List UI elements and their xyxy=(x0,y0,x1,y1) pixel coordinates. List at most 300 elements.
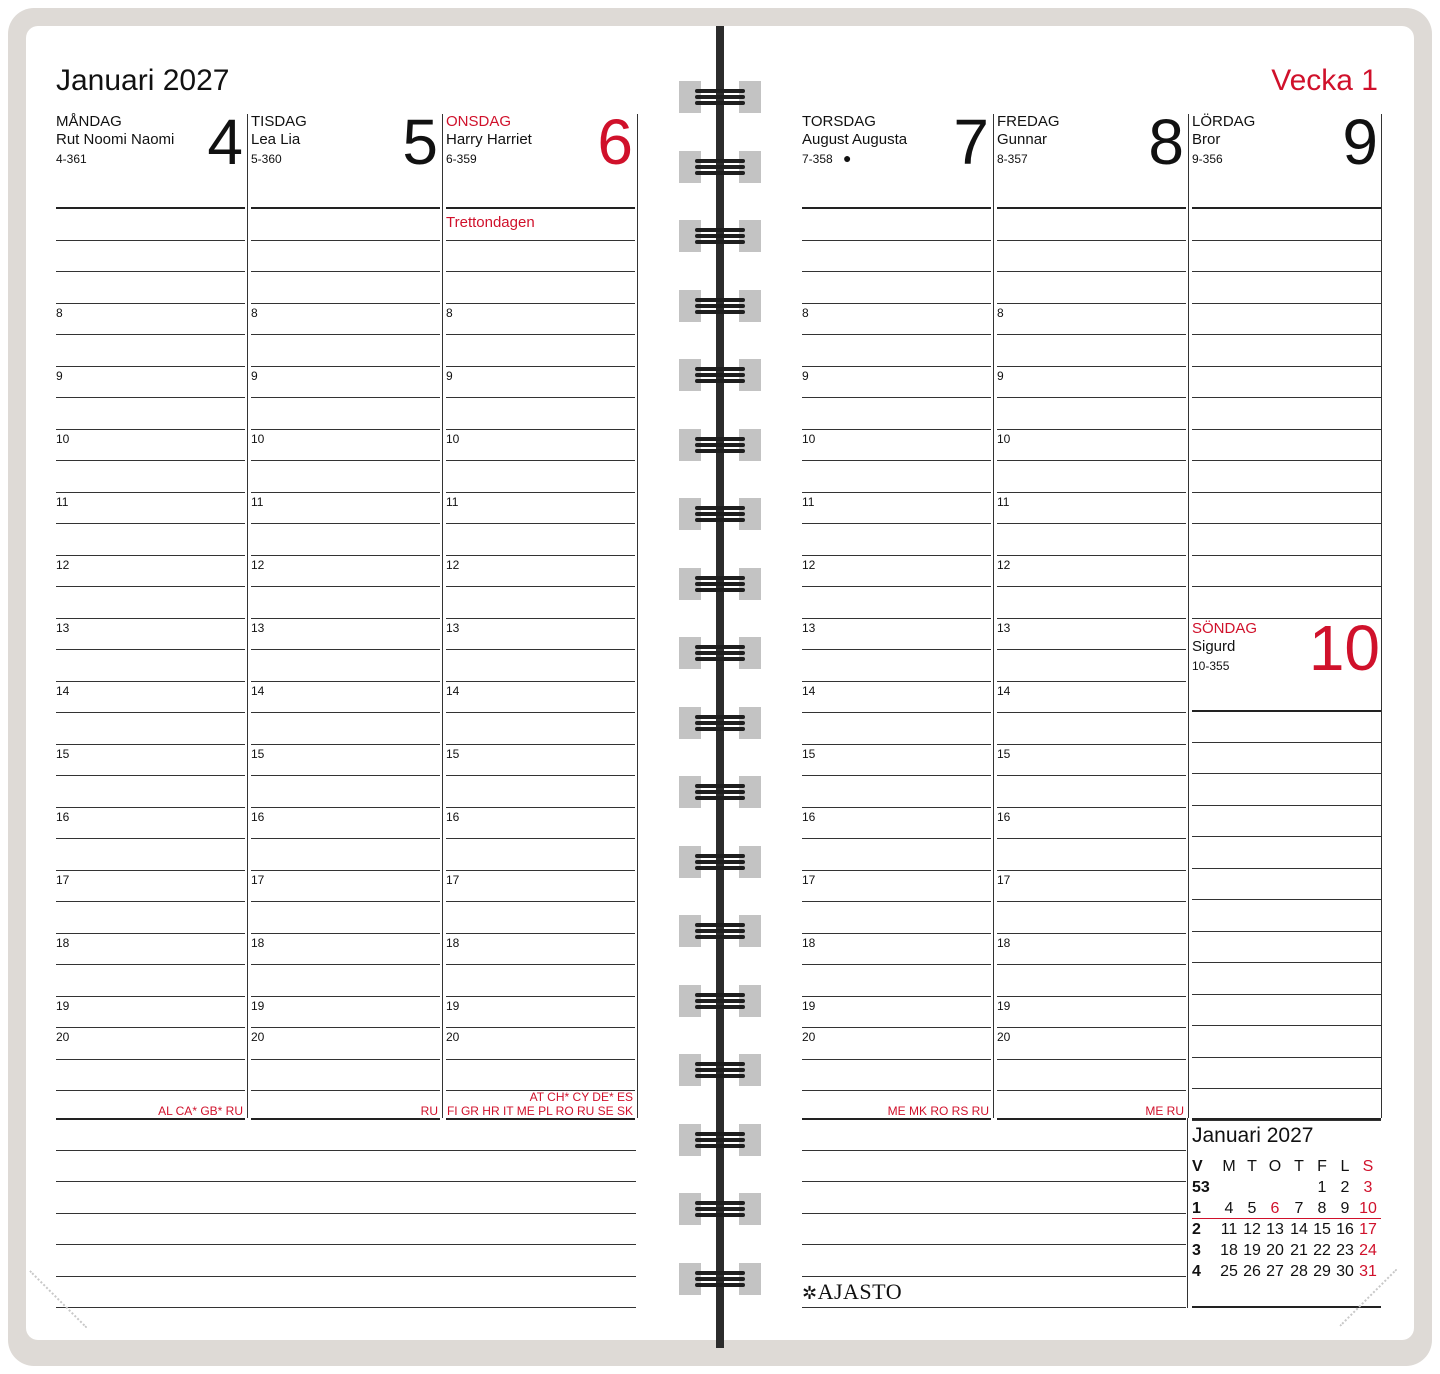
mini-calendar-day: 7 xyxy=(1294,1200,1304,1217)
hour-label: 16 xyxy=(446,809,460,824)
hour-line xyxy=(802,649,991,650)
column-divider xyxy=(247,114,248,1118)
mini-calendar-day: 5 xyxy=(1247,1200,1257,1217)
country-codes: ME MK RO RS RU xyxy=(887,1104,989,1118)
ring-wire xyxy=(695,993,745,997)
ring-wire xyxy=(695,1068,745,1072)
hour-line xyxy=(56,523,245,524)
ring-wire xyxy=(695,1138,745,1142)
hour-label: 18 xyxy=(802,935,816,950)
ring-wire xyxy=(695,721,745,725)
hour-label: 9 xyxy=(251,368,258,383)
page-right-edge xyxy=(1381,114,1382,1118)
mini-calendar-day: 30 xyxy=(1336,1263,1354,1280)
mini-calendar-week: 3 xyxy=(1192,1242,1201,1259)
hour-line xyxy=(251,807,440,808)
mini-calendar-header: M xyxy=(1222,1158,1236,1175)
day-bottom-line xyxy=(446,1118,635,1120)
mini-calendar-day: 20 xyxy=(1266,1242,1284,1259)
hour-line xyxy=(251,1059,440,1060)
hour-label: 11 xyxy=(446,494,459,509)
notes-line xyxy=(802,1213,1186,1214)
spiral-ring xyxy=(679,81,761,113)
hour-line xyxy=(1192,366,1381,367)
notes-line xyxy=(802,1150,1186,1151)
hour-line xyxy=(56,555,245,556)
hour-line xyxy=(997,964,1186,965)
moon-phase-icon: ● xyxy=(843,150,852,166)
notes-line xyxy=(802,1181,1186,1182)
hour-label: 14 xyxy=(802,683,816,698)
mini-calendar-day: 11 xyxy=(1220,1221,1238,1238)
ring-wire xyxy=(695,171,745,175)
mini-calendar-week: 4 xyxy=(1192,1263,1201,1280)
hour-label: 13 xyxy=(251,620,265,635)
hour-line xyxy=(997,492,1186,493)
hour-line xyxy=(446,870,635,871)
notes-divider xyxy=(1187,1118,1188,1308)
hour-line xyxy=(446,492,635,493)
ring-wire xyxy=(695,588,745,592)
hour-line xyxy=(56,933,245,934)
hour-line xyxy=(56,996,245,997)
hour-line xyxy=(251,460,440,461)
mini-calendar-day: 8 xyxy=(1317,1200,1327,1217)
hour-line xyxy=(997,618,1186,619)
hour-line xyxy=(56,838,245,839)
day-header-line xyxy=(56,207,245,209)
hour-label: 12 xyxy=(997,557,1011,572)
hour-label: 20 xyxy=(997,1030,1011,1044)
mini-calendar-header: T xyxy=(1294,1158,1304,1175)
ring-wire xyxy=(695,379,745,383)
mini-calendar-header: O xyxy=(1268,1158,1282,1175)
hour-line xyxy=(1192,1088,1381,1089)
spiral-ring xyxy=(679,1054,761,1086)
ring-wire xyxy=(695,234,745,238)
hour-line xyxy=(1192,1057,1381,1058)
hour-line xyxy=(251,271,440,272)
hour-line xyxy=(1192,868,1381,869)
hour-line xyxy=(446,649,635,650)
hour-line xyxy=(56,712,245,713)
mini-calendar-day: 19 xyxy=(1243,1242,1261,1259)
hour-line xyxy=(997,933,1186,934)
mini-calendar-day: 2 xyxy=(1340,1179,1350,1196)
ring-wire xyxy=(695,582,745,586)
hour-label: 19 xyxy=(56,998,70,1013)
ring-wire xyxy=(695,1132,745,1136)
mini-calendar-title: Januari 2027 xyxy=(1192,1124,1314,1147)
hour-line xyxy=(56,240,245,241)
name-day-sunday: Sigurd xyxy=(1192,638,1236,655)
ring-wire xyxy=(695,935,745,939)
hour-label: 15 xyxy=(802,746,816,761)
spiral-ring xyxy=(679,985,761,1017)
hour-line xyxy=(56,744,245,745)
hour-line xyxy=(802,492,991,493)
mini-calendar-day: 21 xyxy=(1290,1242,1308,1259)
hour-line xyxy=(997,523,1186,524)
hour-label: 20 xyxy=(56,1030,70,1044)
name-day: August Augusta xyxy=(802,131,908,148)
hour-label: 15 xyxy=(251,746,265,761)
ring-wire xyxy=(695,929,745,933)
hour-label: 15 xyxy=(56,746,70,761)
mini-calendar-bottom xyxy=(1192,1306,1381,1308)
ring-wire xyxy=(695,1213,745,1217)
ring-wire xyxy=(695,645,745,649)
mini-calendar-week: 1 xyxy=(1192,1200,1201,1217)
hour-line xyxy=(56,649,245,650)
day-name: FREDAG xyxy=(997,113,1060,130)
ring-wire xyxy=(695,240,745,244)
hour-line xyxy=(446,555,635,556)
ring-wire xyxy=(695,1144,745,1148)
ring-wire xyxy=(695,576,745,580)
sunday-header-line xyxy=(1192,710,1381,712)
hour-line xyxy=(446,901,635,902)
hour-line xyxy=(251,933,440,934)
name-day: Rut Noomi Naomi xyxy=(56,131,175,148)
hour-label: 9 xyxy=(56,368,63,383)
ring-wire xyxy=(695,923,745,927)
hour-line xyxy=(56,334,245,335)
hour-line xyxy=(446,744,635,745)
hour-label: 16 xyxy=(997,809,1011,824)
notes-line xyxy=(56,1213,636,1214)
ring-wire xyxy=(695,1062,745,1066)
ring-wire xyxy=(695,651,745,655)
hour-line xyxy=(997,460,1186,461)
spiral-ring xyxy=(679,290,761,322)
hour-label: 17 xyxy=(446,872,460,887)
hour-label: 11 xyxy=(802,494,815,509)
brand-logo xyxy=(802,1280,902,1305)
mini-calendar-header: T xyxy=(1247,1158,1257,1175)
ring-wire xyxy=(695,304,745,308)
hour-line xyxy=(1192,303,1381,304)
hour-line xyxy=(802,303,991,304)
day-number: 9 xyxy=(1342,106,1378,178)
hour-label: 14 xyxy=(251,683,265,698)
hour-line xyxy=(802,397,991,398)
ring-wire xyxy=(695,796,745,800)
hour-line xyxy=(446,712,635,713)
hour-line xyxy=(997,271,1186,272)
hour-line xyxy=(802,240,991,241)
day-bottom-line xyxy=(1192,1118,1381,1120)
hour-line xyxy=(1192,899,1381,900)
hour-line xyxy=(1192,334,1381,335)
column-divider xyxy=(993,114,994,1118)
hour-line xyxy=(446,303,635,304)
hour-line xyxy=(56,1027,245,1028)
mini-calendar-day: 26 xyxy=(1243,1263,1261,1280)
ring-wire xyxy=(695,1283,745,1287)
hour-line xyxy=(251,492,440,493)
hour-line xyxy=(802,271,991,272)
ring-wire xyxy=(695,310,745,314)
hour-line xyxy=(997,397,1186,398)
mini-calendar-day: 3 xyxy=(1363,1179,1373,1196)
hour-line xyxy=(251,523,440,524)
spiral-ring xyxy=(679,498,761,530)
hour-label: 14 xyxy=(997,683,1011,698)
hour-line xyxy=(997,744,1186,745)
hour-label: 11 xyxy=(56,494,69,509)
hour-line xyxy=(446,838,635,839)
hour-line xyxy=(1192,773,1381,774)
week-title: Vecka 1 xyxy=(1271,64,1378,97)
hour-line xyxy=(802,429,991,430)
mini-calendar-day: 29 xyxy=(1313,1263,1331,1280)
hour-line xyxy=(1192,994,1381,995)
mini-calendar-day: 12 xyxy=(1243,1221,1261,1238)
mini-calendar-day: 23 xyxy=(1336,1242,1354,1259)
hour-label: 13 xyxy=(997,620,1011,635)
day-header-line xyxy=(802,207,991,209)
hour-label: 15 xyxy=(446,746,460,761)
hour-label: 9 xyxy=(446,368,453,383)
hour-line xyxy=(1192,271,1381,272)
hour-line xyxy=(446,240,635,241)
day-name: MÅNDAG xyxy=(56,113,122,130)
hour-label: 20 xyxy=(446,1030,460,1044)
spiral-ring xyxy=(679,151,761,183)
hour-line xyxy=(1192,962,1381,963)
hour-label: 16 xyxy=(802,809,816,824)
hour-line xyxy=(251,586,440,587)
ring-wire xyxy=(695,1277,745,1281)
hour-line xyxy=(997,996,1186,997)
ring-wire xyxy=(695,727,745,731)
hour-line xyxy=(446,775,635,776)
spiral-ring xyxy=(679,1193,761,1225)
hour-label: 19 xyxy=(802,998,816,1013)
hour-line xyxy=(997,1090,1186,1091)
hour-line xyxy=(997,775,1186,776)
hour-line xyxy=(56,901,245,902)
hour-line xyxy=(56,807,245,808)
hour-label: 16 xyxy=(251,809,265,824)
column-divider xyxy=(1188,114,1189,1118)
country-codes: RU xyxy=(420,1104,438,1118)
day-number: 4 xyxy=(207,106,243,178)
spiral-ring xyxy=(679,568,761,600)
hour-line xyxy=(997,681,1186,682)
day-header-line xyxy=(446,207,635,209)
hour-line xyxy=(251,712,440,713)
mini-calendar-day: 13 xyxy=(1266,1221,1284,1238)
country-codes: AT CH* CY DE* ES xyxy=(529,1090,633,1104)
hour-line xyxy=(56,492,245,493)
notes-line xyxy=(56,1150,636,1151)
ring-wire xyxy=(695,715,745,719)
ring-wire xyxy=(695,165,745,169)
hour-label: 14 xyxy=(56,683,70,698)
day-code: 5-360 xyxy=(251,152,282,166)
day-code: 6-359 xyxy=(446,152,477,166)
hour-line xyxy=(251,618,440,619)
hour-line xyxy=(997,334,1186,335)
ring-wire xyxy=(695,790,745,794)
spiral-ring xyxy=(679,359,761,391)
day-name: TORSDAG xyxy=(802,113,876,130)
notes-line xyxy=(56,1307,636,1308)
hour-line xyxy=(802,964,991,965)
hour-label: 14 xyxy=(446,683,460,698)
hour-label: 8 xyxy=(997,305,1004,320)
spiral-ring xyxy=(679,429,761,461)
hour-label: 18 xyxy=(251,935,265,950)
hour-line xyxy=(802,838,991,839)
spiral-ring xyxy=(679,637,761,669)
hour-label: 17 xyxy=(251,872,265,887)
hour-label: 8 xyxy=(251,305,258,320)
notes-line xyxy=(802,1244,1186,1245)
hour-line xyxy=(997,649,1186,650)
hour-label: 13 xyxy=(446,620,460,635)
hour-line xyxy=(1192,1025,1381,1026)
hour-line xyxy=(997,240,1186,241)
spiral-ring xyxy=(679,220,761,252)
hour-line xyxy=(802,366,991,367)
country-codes: ME RU xyxy=(1145,1104,1184,1118)
mini-calendar-day: 4 xyxy=(1224,1200,1234,1217)
hour-line xyxy=(446,271,635,272)
spiral-ring xyxy=(679,776,761,808)
hour-line xyxy=(1192,1120,1381,1121)
day-bottom-line xyxy=(251,1118,440,1120)
notes-line xyxy=(802,1276,1186,1277)
ring-wire xyxy=(695,1207,745,1211)
ring-wire xyxy=(695,657,745,661)
hour-line xyxy=(251,838,440,839)
day-bottom-line xyxy=(56,1118,245,1120)
name-day: Lea Lia xyxy=(251,131,301,148)
ring-wire xyxy=(695,228,745,232)
mini-calendar-day: 17 xyxy=(1359,1221,1377,1238)
hour-line xyxy=(802,1059,991,1060)
ring-wire xyxy=(695,101,745,105)
hour-line xyxy=(251,744,440,745)
ring-wire xyxy=(695,854,745,858)
mini-calendar-day: 16 xyxy=(1336,1221,1354,1238)
hour-line xyxy=(56,1059,245,1060)
hour-line xyxy=(1192,523,1381,524)
hour-line xyxy=(446,460,635,461)
mini-calendar-header: F xyxy=(1317,1158,1327,1175)
hour-line xyxy=(251,870,440,871)
hour-label: 12 xyxy=(802,557,816,572)
hour-line xyxy=(802,523,991,524)
mini-calendar-week: 2 xyxy=(1192,1221,1201,1238)
hour-line xyxy=(446,586,635,587)
hour-label: 8 xyxy=(446,305,453,320)
hour-line xyxy=(1192,586,1381,587)
mini-calendar-day: 6 xyxy=(1270,1200,1280,1217)
hour-line xyxy=(251,303,440,304)
spiral-ring xyxy=(679,846,761,878)
day-number: 7 xyxy=(953,106,989,178)
hour-line xyxy=(251,996,440,997)
hour-line xyxy=(1192,805,1381,806)
hour-line xyxy=(997,870,1186,871)
brand-logo-text: AJASTO xyxy=(817,1279,903,1304)
hour-line xyxy=(802,334,991,335)
notes-line xyxy=(56,1276,636,1277)
day-bottom-line xyxy=(997,1118,1186,1120)
hour-line xyxy=(251,397,440,398)
country-codes: AL CA* GB* RU xyxy=(158,1104,243,1118)
day-number: 5 xyxy=(402,106,438,178)
hour-label: 11 xyxy=(251,494,264,509)
hour-line xyxy=(802,744,991,745)
name-day: Harry Harriet xyxy=(446,131,532,148)
notes-line xyxy=(802,1307,1186,1308)
mini-calendar-header: V xyxy=(1192,1158,1203,1175)
ring-wire xyxy=(695,373,745,377)
hour-label: 18 xyxy=(56,935,70,950)
hour-line xyxy=(446,397,635,398)
hour-line xyxy=(251,901,440,902)
mini-calendar-day: 9 xyxy=(1340,1200,1350,1217)
hour-line xyxy=(1192,492,1381,493)
day-bottom-line xyxy=(802,1118,991,1120)
ring-wire xyxy=(695,159,745,163)
hour-line xyxy=(56,775,245,776)
ring-wire xyxy=(695,367,745,371)
hour-label: 19 xyxy=(997,998,1011,1013)
hour-label: 10 xyxy=(56,431,70,446)
hour-label: 8 xyxy=(802,305,809,320)
mini-calendar-header: L xyxy=(1340,1158,1350,1175)
hour-line xyxy=(1192,397,1381,398)
holiday-label: Trettondagen xyxy=(446,214,535,231)
notes-line xyxy=(56,1244,636,1245)
hour-line xyxy=(1192,836,1381,837)
ring-wire xyxy=(695,443,745,447)
hour-label: 10 xyxy=(802,431,816,446)
hour-line xyxy=(997,366,1186,367)
hour-label: 11 xyxy=(997,494,1010,509)
hour-line xyxy=(1192,429,1381,430)
name-day: Bror xyxy=(1192,131,1221,148)
spiral-ring xyxy=(679,707,761,739)
hour-line xyxy=(997,429,1186,430)
hour-line xyxy=(446,1059,635,1060)
hour-line xyxy=(1192,931,1381,932)
hour-line xyxy=(446,429,635,430)
hour-line xyxy=(251,555,440,556)
hour-line xyxy=(1192,555,1381,556)
ring-wire xyxy=(695,1271,745,1275)
month-title: Januari 2027 xyxy=(56,64,230,97)
mini-calendar-day: 25 xyxy=(1220,1263,1238,1280)
ring-wire xyxy=(695,860,745,864)
mini-calendar-day: 14 xyxy=(1290,1221,1308,1238)
hour-label: 10 xyxy=(446,431,460,446)
hour-label: 18 xyxy=(997,935,1011,950)
hour-line xyxy=(997,1027,1186,1028)
hour-line xyxy=(997,586,1186,587)
spiral-ring xyxy=(679,1263,761,1295)
day-name: ONSDAG xyxy=(446,113,512,130)
mini-calendar-day: 24 xyxy=(1359,1242,1377,1259)
ring-wire xyxy=(695,449,745,453)
day-number: 8 xyxy=(1148,106,1184,178)
